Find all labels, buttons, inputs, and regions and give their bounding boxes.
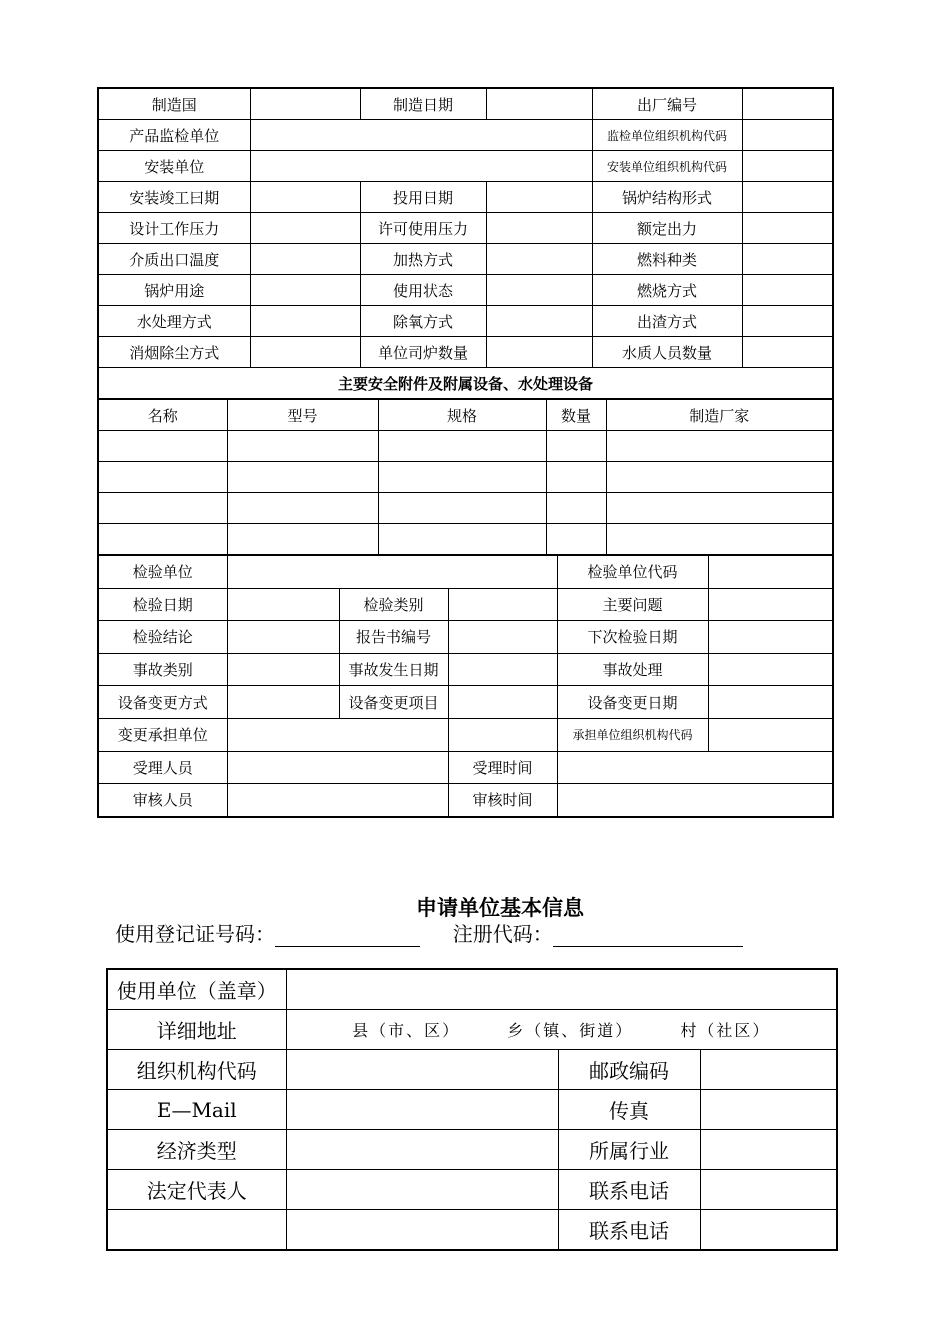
water-staff-count-field[interactable] bbox=[742, 337, 833, 368]
table-row bbox=[107, 1010, 837, 1050]
user-unit-label: 使用单位（盖章） bbox=[107, 969, 286, 1010]
table-row bbox=[98, 337, 833, 368]
boiler-use-label: 锅炉用途 bbox=[98, 275, 250, 306]
reg-number-field[interactable] bbox=[275, 924, 420, 947]
contact-extra-field[interactable] bbox=[286, 1210, 558, 1251]
phone-label: 联系电话 bbox=[558, 1170, 700, 1210]
inspection-unit-code-label: 检验单位代码 bbox=[557, 556, 708, 589]
table-row bbox=[107, 1170, 837, 1210]
inspection-unit-label: 产品监检单位 bbox=[98, 120, 250, 151]
dust-removal-label: 消烟除尘方式 bbox=[98, 337, 250, 368]
inspection-date-label: 检验日期 bbox=[98, 588, 227, 621]
industry-field[interactable] bbox=[700, 1130, 837, 1170]
outlet-temp-field[interactable] bbox=[250, 244, 360, 275]
user-unit-field[interactable] bbox=[286, 969, 837, 1010]
address-field[interactable] bbox=[286, 1010, 837, 1050]
township-label: 乡（镇、街道） bbox=[507, 1021, 634, 1040]
rated-output-label: 额定出力 bbox=[592, 213, 742, 244]
serial-number-label: 出厂编号 bbox=[592, 88, 742, 120]
allowed-pressure-field[interactable] bbox=[486, 213, 592, 244]
fuel-type-label: 燃料种类 bbox=[592, 244, 742, 275]
table-row bbox=[107, 1210, 837, 1251]
fax-field[interactable] bbox=[700, 1090, 837, 1130]
village-label: 村（社区） bbox=[680, 1021, 771, 1040]
table-row bbox=[98, 621, 833, 654]
water-treatment-field[interactable] bbox=[250, 306, 360, 337]
col-header-name: 名称 bbox=[98, 400, 227, 431]
accident-type-field[interactable] bbox=[227, 653, 339, 686]
fuel-type-field[interactable] bbox=[742, 244, 833, 275]
manufacture-country-field[interactable] bbox=[250, 88, 360, 120]
boiler-structure-field[interactable] bbox=[742, 182, 833, 213]
registration-line bbox=[115, 918, 743, 947]
change-item-label: 设备变更项目 bbox=[339, 686, 448, 719]
table-row bbox=[107, 1050, 837, 1090]
report-number-label: 报告书编号 bbox=[339, 621, 448, 654]
table-row bbox=[98, 588, 833, 621]
water-staff-count-label: 水质人员数量 bbox=[592, 337, 742, 368]
accessory-cell[interactable] bbox=[98, 493, 227, 524]
reg-number-label: 使用登记证号码： bbox=[115, 922, 275, 946]
inspection-category-label: 检验类别 bbox=[339, 588, 448, 621]
applicant-table bbox=[106, 968, 838, 1251]
table-row bbox=[98, 653, 833, 686]
accessory-cell[interactable] bbox=[378, 524, 546, 556]
receive-time-field[interactable] bbox=[557, 751, 833, 784]
table-row bbox=[98, 151, 833, 182]
table-row bbox=[98, 306, 833, 337]
install-org-code-field[interactable] bbox=[742, 151, 833, 182]
install-complete-date-field[interactable] bbox=[250, 182, 360, 213]
inspection-unit-field[interactable] bbox=[227, 556, 557, 589]
table-row bbox=[98, 686, 833, 719]
change-unit-extra-field[interactable] bbox=[448, 718, 557, 751]
change-unit-label: 变更承担单位 bbox=[98, 718, 227, 751]
heating-method-field[interactable] bbox=[486, 244, 592, 275]
manufacture-date-field[interactable] bbox=[486, 88, 592, 120]
table-row bbox=[98, 784, 833, 817]
receiver-label: 受理人员 bbox=[98, 751, 227, 784]
accident-handling-field[interactable] bbox=[708, 653, 833, 686]
commission-date-label: 投用日期 bbox=[360, 182, 486, 213]
water-treatment-label: 水处理方式 bbox=[98, 306, 250, 337]
table-row bbox=[98, 244, 833, 275]
phone-field[interactable] bbox=[700, 1170, 837, 1210]
main-issue-label: 主要问题 bbox=[557, 588, 708, 621]
commission-date-field[interactable] bbox=[486, 182, 592, 213]
applicant-section-title: 申请单位基本信息 bbox=[416, 895, 584, 920]
deoxygen-method-label: 除氧方式 bbox=[360, 306, 486, 337]
accessory-cell[interactable] bbox=[546, 524, 606, 556]
allowed-pressure-label: 许可使用压力 bbox=[360, 213, 486, 244]
table-row bbox=[98, 493, 833, 524]
design-pressure-label: 设计工作压力 bbox=[98, 213, 250, 244]
fax-label: 传真 bbox=[558, 1090, 700, 1130]
inspection-org-code-field[interactable] bbox=[742, 120, 833, 151]
table-row bbox=[98, 400, 833, 431]
combustion-method-label: 燃烧方式 bbox=[592, 275, 742, 306]
table-row bbox=[107, 1090, 837, 1130]
org-code-label: 组织机构代码 bbox=[107, 1050, 286, 1090]
review-time-label: 审核时间 bbox=[448, 784, 557, 817]
change-method-label: 设备变更方式 bbox=[98, 686, 227, 719]
receive-time-label: 受理时间 bbox=[448, 751, 557, 784]
deoxygen-method-field[interactable] bbox=[486, 306, 592, 337]
table-row bbox=[98, 275, 833, 306]
manufacture-date-label: 制造日期 bbox=[360, 88, 486, 120]
manufacture-country-label: 制造国 bbox=[98, 88, 250, 120]
serial-number-field[interactable] bbox=[742, 88, 833, 120]
org-code-field[interactable] bbox=[286, 1050, 558, 1090]
contact-person-field[interactable] bbox=[107, 1210, 286, 1251]
col-header-quantity: 数量 bbox=[546, 400, 606, 431]
install-unit-field[interactable] bbox=[250, 151, 592, 182]
inspection-unit-field[interactable] bbox=[250, 120, 592, 151]
inspection-date-field[interactable] bbox=[227, 588, 339, 621]
design-pressure-field[interactable] bbox=[250, 213, 360, 244]
accessories-table bbox=[97, 399, 834, 556]
economic-type-label: 经济类型 bbox=[107, 1130, 286, 1170]
reg-code-field[interactable] bbox=[553, 924, 743, 947]
accident-date-field[interactable] bbox=[448, 653, 557, 686]
reviewer-label: 审核人员 bbox=[98, 784, 227, 817]
next-inspection-date-label: 下次检验日期 bbox=[557, 621, 708, 654]
inspection-unit-label: 检验单位 bbox=[98, 556, 227, 589]
accessory-cell[interactable] bbox=[227, 462, 378, 493]
accessory-cell[interactable] bbox=[227, 431, 378, 462]
accident-handling-label: 事故处理 bbox=[557, 653, 708, 686]
address-label: 详细地址 bbox=[107, 1010, 286, 1050]
outlet-temp-label: 介质出口温度 bbox=[98, 244, 250, 275]
postcode-label: 邮政编码 bbox=[558, 1050, 700, 1090]
accessories-section-title: 主要安全附件及附属设备、水处理设备 bbox=[98, 368, 833, 400]
legal-rep-field[interactable] bbox=[286, 1170, 558, 1210]
stoker-count-label: 单位司炉数量 bbox=[360, 337, 486, 368]
table-row bbox=[107, 1130, 837, 1170]
inspection-table bbox=[97, 555, 834, 818]
accessory-cell[interactable] bbox=[378, 431, 546, 462]
accessory-cell[interactable] bbox=[606, 493, 833, 524]
equipment-info-table bbox=[97, 87, 834, 400]
rated-output-field[interactable] bbox=[742, 213, 833, 244]
email-field[interactable] bbox=[286, 1090, 558, 1130]
use-status-field[interactable] bbox=[486, 275, 592, 306]
dust-removal-field[interactable] bbox=[250, 337, 360, 368]
table-row bbox=[107, 969, 837, 1010]
heating-method-label: 加热方式 bbox=[360, 244, 486, 275]
accessory-cell[interactable] bbox=[227, 493, 378, 524]
change-date-field[interactable] bbox=[708, 686, 833, 719]
phone2-label: 联系电话 bbox=[558, 1210, 700, 1251]
accident-date-label: 事故发生日期 bbox=[339, 653, 448, 686]
postcode-field[interactable] bbox=[700, 1050, 837, 1090]
accessory-cell[interactable] bbox=[378, 462, 546, 493]
change-unit-code-label: 承担单位组织机构代码 bbox=[557, 718, 708, 751]
install-unit-label: 安装单位 bbox=[98, 151, 250, 182]
legal-rep-label: 法定代表人 bbox=[107, 1170, 286, 1210]
install-org-code-label: 安装单位组织机构代码 bbox=[592, 151, 742, 182]
main-issue-field[interactable] bbox=[708, 588, 833, 621]
table-row bbox=[98, 88, 833, 120]
change-item-field[interactable] bbox=[448, 686, 557, 719]
col-header-spec: 规格 bbox=[378, 400, 546, 431]
accessory-cell[interactable] bbox=[546, 431, 606, 462]
table-row bbox=[98, 718, 833, 751]
receiver-field[interactable] bbox=[227, 751, 448, 784]
table-row bbox=[98, 213, 833, 244]
inspection-unit-code-field[interactable] bbox=[708, 556, 833, 589]
accessory-cell[interactable] bbox=[98, 524, 227, 556]
slag-method-field[interactable] bbox=[742, 306, 833, 337]
change-method-field[interactable] bbox=[227, 686, 339, 719]
inspection-org-code-label: 监检单位组织机构代码 bbox=[592, 120, 742, 151]
combustion-method-field[interactable] bbox=[742, 275, 833, 306]
table-row bbox=[98, 556, 833, 589]
boiler-use-field[interactable] bbox=[250, 275, 360, 306]
install-complete-date-label: 安装竣工曰期 bbox=[98, 182, 250, 213]
use-status-label: 使用状态 bbox=[360, 275, 486, 306]
county-label: 县（市、区） bbox=[352, 1021, 461, 1040]
inspection-conclusion-field[interactable] bbox=[227, 621, 339, 654]
change-unit-field[interactable] bbox=[227, 718, 448, 751]
table-row bbox=[98, 462, 833, 493]
col-header-manufacturer: 制造厂家 bbox=[606, 400, 833, 431]
inspection-conclusion-label: 检验结论 bbox=[98, 621, 227, 654]
accessory-cell[interactable] bbox=[98, 462, 227, 493]
accessory-cell[interactable] bbox=[546, 493, 606, 524]
accessory-cell[interactable] bbox=[606, 431, 833, 462]
accessory-cell[interactable] bbox=[98, 431, 227, 462]
table-row bbox=[98, 751, 833, 784]
accessory-cell[interactable] bbox=[227, 524, 378, 556]
accident-type-label: 事故类别 bbox=[98, 653, 227, 686]
table-row bbox=[98, 120, 833, 151]
report-number-field[interactable] bbox=[448, 621, 557, 654]
review-time-field[interactable] bbox=[557, 784, 833, 817]
table-row bbox=[98, 368, 833, 400]
change-date-label: 设备变更日期 bbox=[557, 686, 708, 719]
phone2-field[interactable] bbox=[700, 1210, 837, 1251]
industry-label: 所属行业 bbox=[558, 1130, 700, 1170]
stoker-count-field[interactable] bbox=[486, 337, 592, 368]
boiler-structure-label: 锅炉结构形式 bbox=[592, 182, 742, 213]
reg-code-label: 注册代码： bbox=[452, 922, 553, 946]
inspection-category-field[interactable] bbox=[448, 588, 557, 621]
reviewer-field[interactable] bbox=[227, 784, 448, 817]
table-row bbox=[98, 524, 833, 556]
table-row bbox=[98, 182, 833, 213]
accessory-cell[interactable] bbox=[606, 524, 833, 556]
economic-type-field[interactable] bbox=[286, 1130, 558, 1170]
slag-method-label: 出渣方式 bbox=[592, 306, 742, 337]
accessory-cell[interactable] bbox=[606, 462, 833, 493]
change-unit-code-field[interactable] bbox=[708, 718, 833, 751]
email-label: E—Mail bbox=[107, 1090, 286, 1130]
next-inspection-date-field[interactable] bbox=[708, 621, 833, 654]
table-row bbox=[98, 431, 833, 462]
accessory-cell[interactable] bbox=[546, 462, 606, 493]
accessory-cell[interactable] bbox=[378, 493, 546, 524]
col-header-model: 型号 bbox=[227, 400, 378, 431]
